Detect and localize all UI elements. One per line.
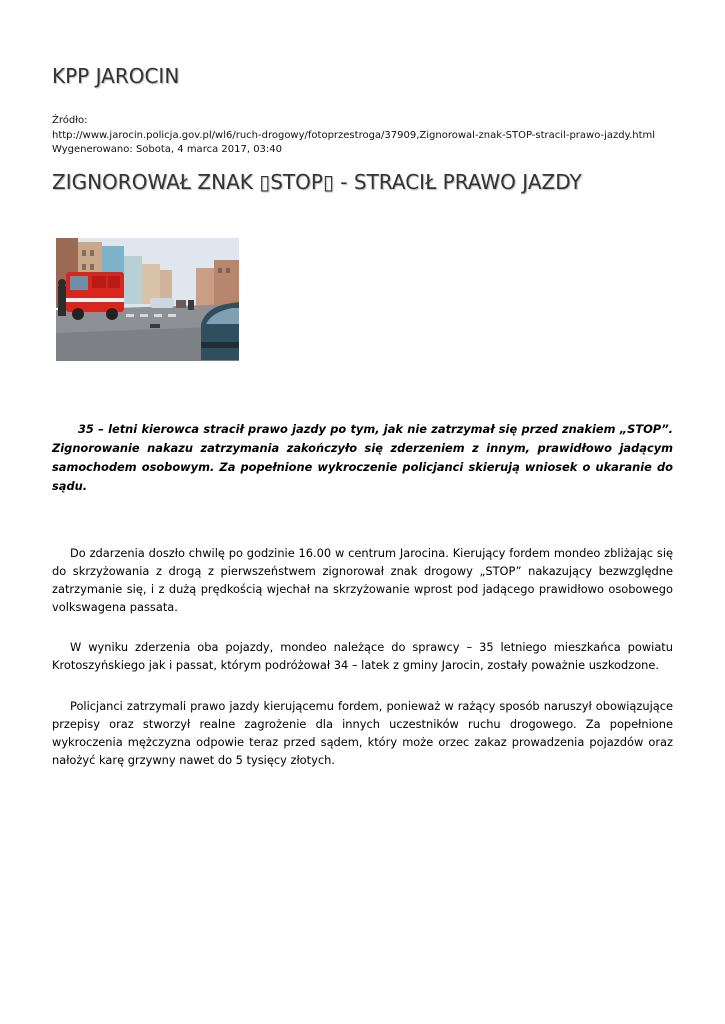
source-meta bbox=[52, 114, 655, 158]
generated-date: Wygenerowano: Sobota, 4 marca 2017, 03:40 bbox=[52, 144, 283, 155]
article-lead: 35 – letni kierowca stracił prawo jazdy po tym, jak nie zatrzymał się przed znakiem „STOP”. Zignorowanie nakazu zatrzymania zakończyło się zderzeniem z innym, prawidłowo jadącym samochodem osobowym. Za popełnione wykroczenie policjanci skierują wniosek o ukaranie do sądu. bbox=[52, 422, 673, 493]
article-paragraph-2: W wyniku zderzenia oba pojazdy, mondeo należące do sprawcy – 35 letniego mieszkańca powiatu Krotoszyńskiego jak i passat, którym podróżował 34 – latek z gminy Jarocin, zostały poważnie uszkodzone. bbox=[52, 640, 673, 672]
article-paragraph-1: Do zdarzenia doszło chwilę po godzinie 16.00 w centrum Jarocina. Kierujący fordem mondeo zbliżając się do skrzyżowania z drogą z pierwszeństwem zignorował znak drogowy „STOP” nakazujący bezwzględne zatrzymanie się, i z dużą prędkością wjechał na skrzyżowanie wprost pod jadącego prawidłowo osobowego volkswagena passata. bbox=[52, 546, 673, 614]
source-label: Źródło: bbox=[52, 115, 88, 126]
source-url[interactable]: http://www.jarocin.policja.gov.pl/wl6/ruch-drogowy/fotoprzestroga/37909,Zignorowal-znak-STOP-stracil-prawo-jazdy.html bbox=[52, 129, 656, 141]
article-title: ZIGNOROWAŁ ZNAK ▯STOP▯ - STRACIŁ PRAWO JAZDY bbox=[52, 170, 582, 194]
accident-photo bbox=[56, 238, 239, 361]
site-title: KPP JAROCIN bbox=[52, 64, 180, 88]
article-paragraph-3: Policjanci zatrzymali prawo jazdy kierującemu fordem, ponieważ w rażący sposób naruszył obowiązujące przepisy oraz stworzył realne zagrożenie dla innych uczestników ruchu drogowego. Za popełnione wykroczenia mężczyzna odpowie teraz przed sądem, który może orzec zakaz prowadzenia pojazdów oraz nałożyć karę grzywny nawet do 5 tysięcy złotych. bbox=[52, 699, 673, 767]
